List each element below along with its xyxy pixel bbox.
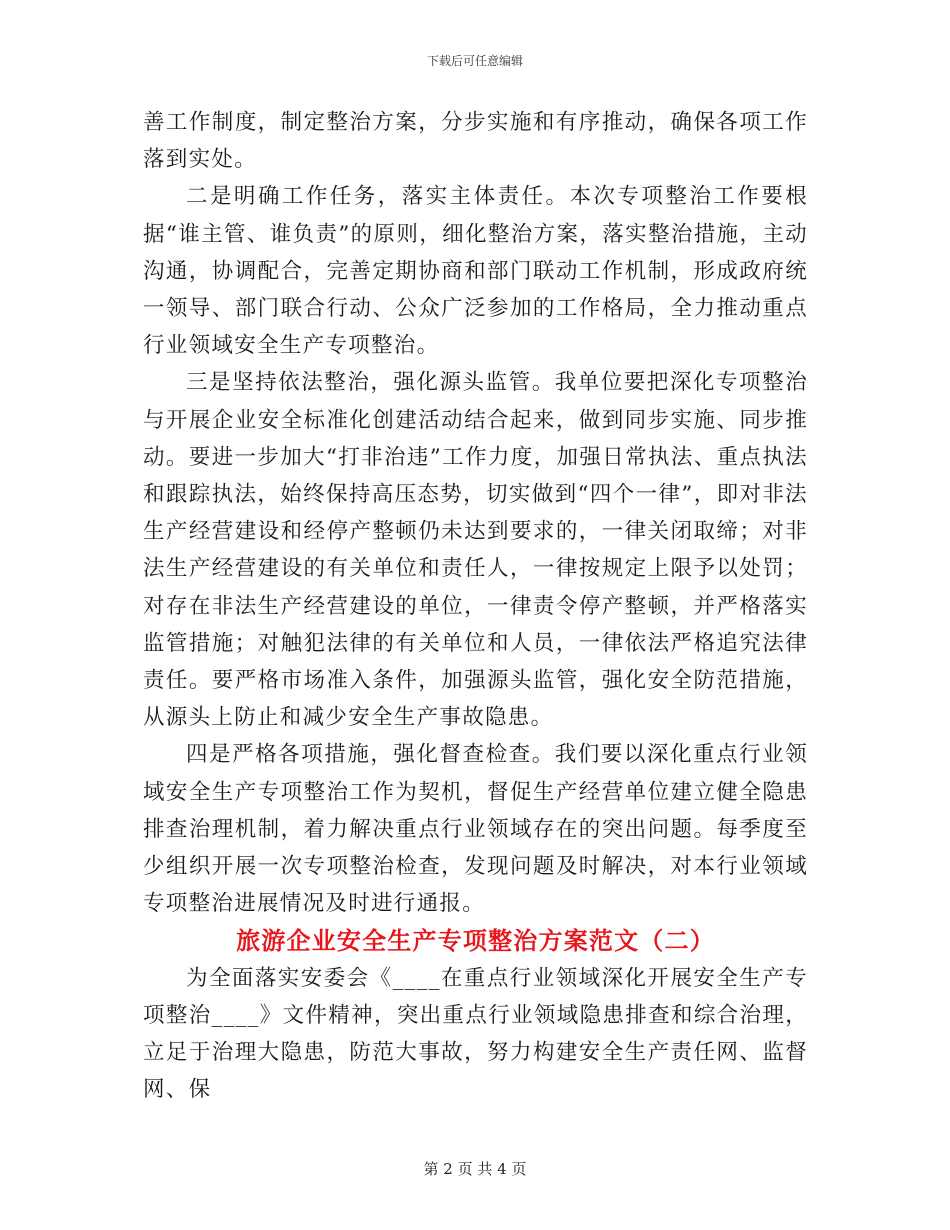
- document-body: [143, 104, 808, 1108]
- paragraph-continuation: 善工作制度，制定整治方案，分步实施和有序推动，确保各项工作落到实处。: [143, 110, 808, 173]
- page-number-footer: 第 2 页 共 4 页: [423, 1160, 527, 1178]
- paragraph-legal-rectification: 三是坚持依法整治，强化源头监管。我单位要把深化专项整治与开展企业安全标准化创建活动结合起来，做到同步实施、同步推动。要进一步加大“打非治违”工作力度，加强日常执法、重点执法和跟踪执法，始终保持高压态势，切实做到“四个一律”，即对非法生产经营建设和经停产整顿仍未达到要求的，一律关闭取缔；对非法生产经营建设的有关单位和责任人，一律按规定上限予以处罚；对存在非法生产经营建设的单位，一律责令停产整顿，并严格落实监管措施；对触犯法律的有关单位和人员，一律依法严格追究法律责任。要严格市场准入条件，加强源头监管，强化安全防范措施，从源头上防止和减少安全生产事故隐患。: [143, 370, 808, 731]
- header-note: 下载后可任意编辑: [426, 54, 523, 68]
- paragraph-supervision-inspection: 四是严格各项措施，强化督查检查。我们要以深化重点行业领域安全生产专项整治工作为契机，督促生产经营单位建立健全隐患排查治理机制，着力解决重点行业领域存在的突出问题。每季度至少组织开展一次专项整治检查，发现问题及时解决，对本行业领域专项整治进展情况及时进行通报。: [143, 742, 808, 917]
- section-title: 旅游企业安全生产专项整治方案范文（二）: [236, 926, 715, 956]
- paragraph-section-intro: 为全面落实安委会《____在重点行业领域深化开展安全生产专项整治____》文件精神，突出重点行业领域隐患排查和综合治理，立足于治理大隐患，防范大事故，努力构建安全生产责任网、监督网、保: [143, 965, 808, 1103]
- paragraph-task-responsibility: 二是明确工作任务，落实主体责任。本次专项整治工作要根据“谁主管、谁负责”的原则，细化整治方案，落实整治措施，主动沟通，协调配合，完善定期协商和部门联动工作机制，形成政府统一领导、部门联合行动、公众广泛参加的工作格局，全力推动重点行业领域安全生产专项整治。: [143, 184, 808, 359]
